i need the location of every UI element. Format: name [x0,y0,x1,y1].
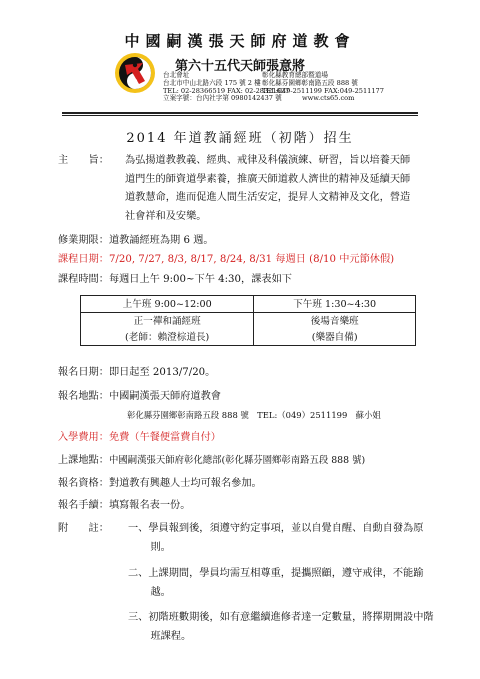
time-text: 每週日上午 9:00~下午 4:30，課表如下 [108,274,292,285]
reg-place-row [58,388,221,406]
note-item: 一、學員報到後，須遵守約定事項，並以自覺自醒、自動自發為原則。 [128,523,424,553]
taipei-office-address: 台北市中山北路六段 175 號 2 樓 [163,78,261,87]
morning-course: 正一禪和誦經班 [81,313,254,330]
afternoon-class-header: 下午班 1:30~4:30 [254,296,416,313]
fee-row [58,429,221,447]
afternoon-course: 後場音樂班 [254,313,416,330]
registration-number: 立案字號：台內社字第 0980142437 號 [163,94,282,103]
afternoon-note: (樂器自備) [254,329,416,346]
note-item: 二、上課期間，學員均需互相尊重，提攜照顧，遵守戒律，不能踰越。 [128,568,424,598]
eligibility-row [58,475,262,493]
header-divider [62,112,418,114]
venue-label: 上課地點： [58,455,109,466]
reg-place-label: 報名地點： [58,391,109,402]
reg-date-text: 即日起至 2013/7/20。 [108,367,216,378]
eligibility-text: 對道教有興趣人士均可報名參加。 [108,478,262,489]
eligibility-label: 報名資格： [58,478,109,489]
purpose-text: 為弘揚道教教義、經典、戒律及科儀演練、研習，旨以培養天師道門生的師資道學素養，推廣天師道救人濟世的精神及延續天師道教慧命，進而促進人間生活安定，提昇人文精神及文化，營造社會祥和及安樂。 [125,155,411,222]
fee-label: 入學費用： [58,432,109,443]
morning-class-header: 上午班 9:00~12:00 [81,296,254,313]
procedure-row [58,497,190,515]
reg-place-text: 中國嗣漢張天師府道教會 [108,391,221,402]
changhua-hq-label: 彰化縣教育總部暨道場 [262,71,328,79]
fee-text: 免費（午餐便當費自付） [108,432,221,443]
subtitle: 第六十五代天師張意將 [175,59,306,74]
dates-text: 7/20, 7/27, 8/3, 8/17, 8/24, 8/31 每週日 (8/10 中元節休假) [108,254,395,265]
header-divider-thin [62,115,418,116]
time-label: 課程時間： [58,274,109,285]
schedule-course-row [81,313,416,330]
org-title: 中國嗣漢張天師府道教會 [124,32,356,50]
procedure-label: 報名手續： [58,500,109,511]
procedure-text: 填寫報名表一份。 [108,500,191,511]
dates-row [58,251,394,269]
time-row [58,271,292,289]
taipei-office-phone: TEL: 02-28366519 FAX: 02-28321627 [163,86,290,95]
reg-date-row [58,364,215,382]
note-item: 三、初階班數期後，如有意繼續進修者達一定數量，將擇期開設中階班課程。 [128,612,434,642]
schedule-header-row [81,296,416,313]
period-row [58,232,214,250]
venue-row [58,452,365,470]
website-url: www.cts65.com [302,94,355,103]
period-label: 修業期限： [58,235,109,246]
venue-text: 中國嗣漢張天師府彰化總部(彰化縣芬園鄉彰南路五段 888 號) [108,455,366,466]
schedule-table [80,295,416,346]
schedule-note-row [81,329,416,346]
taoist-logo [113,51,157,95]
reg-date-label: 報名日期： [58,367,109,378]
morning-teacher: (老師：賴澄棕道長) [81,329,254,346]
dates-label: 課程日期： [58,254,109,265]
changhua-hq-address: 彰化縣芬園鄉彰南路五段 888 號 [262,78,358,87]
changhua-hq-info [262,72,384,103]
period-text: 道教誦經班為期 6 週。 [108,235,214,246]
page-title: 2014 年道教誦經班（初階）招生 [126,131,354,146]
notes-label: 附 註： [58,523,109,534]
taipei-office-label: 台北會址 [163,71,190,79]
purpose-label: 主 旨： [58,155,109,166]
reg-place-address: 彰化縣芬園鄉彰南路五段 888 號 TEL:（049）2511199 蘇小姐 [127,410,381,420]
changhua-hq-phone: TEL:049-2511199 FAX:049-2511177 [262,86,384,95]
